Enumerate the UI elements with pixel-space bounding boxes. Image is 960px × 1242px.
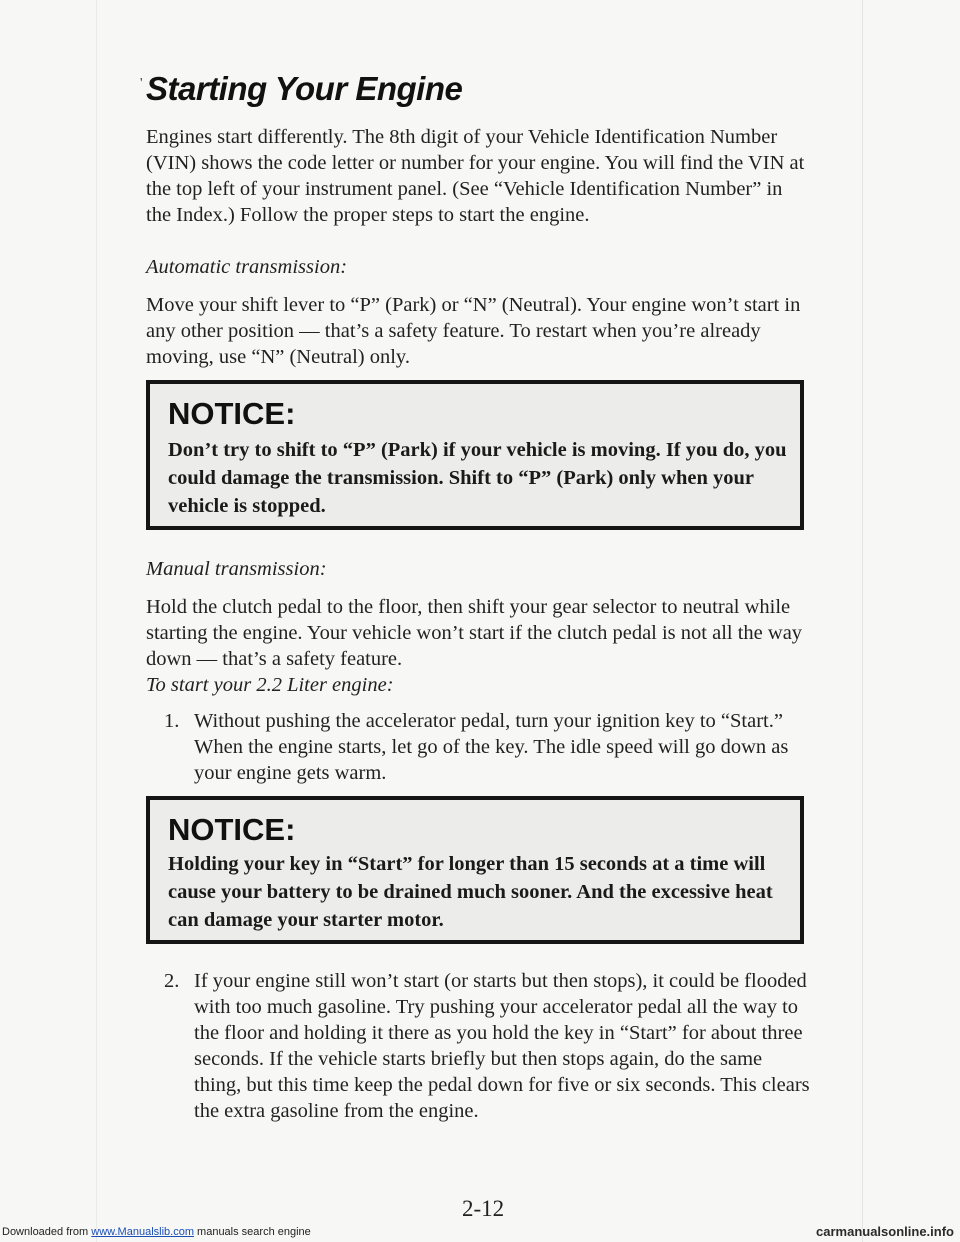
notice-text: Don’t try to shift to “P” (Park) if your vehicle is moving. If you do, you could damage the transmission. Shift to “P” (Park) only when your vehicle is stopped. <box>168 439 787 517</box>
step-number: 1. <box>164 710 180 732</box>
intro-paragraph: Engines start differently. The 8th digit of your Vehicle Identification Number (VIN) shows the code letter or number for your engine. You will find the VIN at the top left of your instrument panel. (See “Vehicle Identification Number” in the Index.) Follow the proper steps to start the engine. <box>146 126 805 226</box>
step-text: If your engine still won’t start (or starts but then stops), it could be flooded with too much gasoline. Try pushing your accelerator pedal all the way to the floor and holding it there as you hold the key in “Start” for about three seconds. If the vehicle starts briefly but then stops again, do the same thing, but this time keep the pedal down for five or six seconds. This clears the extra gasoline from the engine. <box>194 970 810 1122</box>
download-footer <box>2 1226 311 1238</box>
page-number: 2-12 <box>462 1196 505 1221</box>
scan-edge-left <box>96 0 97 1242</box>
automatic-transmission-paragraph: Move your shift lever to “P” (Park) or “N” (Neutral). Your engine won’t start in any other position — that’s a safety feature. To restart when you’re already moving, use “N” (Neutral) only. <box>146 294 801 368</box>
notice-text: Holding your key in “Start” for longer than 15 seconds at a time will cause your battery to be drained much sooner. And the excessive heat can damage your starter motor. <box>168 853 773 931</box>
manual-transmission-heading: Manual transmission: <box>146 558 327 580</box>
automatic-transmission-heading: Automatic transmission: <box>146 256 348 278</box>
scan-edge-right <box>862 0 863 1242</box>
manual-transmission-paragraph: Hold the clutch pedal to the floor, then shift your gear selector to neutral while starting the engine. Your vehicle won’t start if the clutch pedal is not all the way down — that’s a safety feature. <box>146 596 803 670</box>
notice-heading: NOTICE: <box>168 812 296 847</box>
step-2 <box>164 968 810 1128</box>
notice-box-starter <box>146 796 804 944</box>
step-text: Without pushing the accelerator pedal, turn your ignition key to “Start.” When the engine starts, let go of the key. The idle speed will go down as your engine gets warm. <box>194 710 789 784</box>
title-mark: ' <box>140 76 143 91</box>
notice-heading: NOTICE: <box>168 396 296 431</box>
step-number: 2. <box>164 970 180 992</box>
notice-box-shift <box>146 380 804 530</box>
page-title: Starting Your Engine <box>146 70 463 107</box>
watermark: carmanualsonline.info <box>816 1224 954 1239</box>
footer-suffix: manuals search engine <box>193 1226 311 1238</box>
manualslib-link[interactable]: www.Manualslib.com <box>91 1226 194 1238</box>
step-1 <box>164 708 804 788</box>
start-engine-heading: To start your 2.2 Liter engine: <box>146 674 394 696</box>
footer-prefix: Downloaded from <box>2 1226 92 1238</box>
